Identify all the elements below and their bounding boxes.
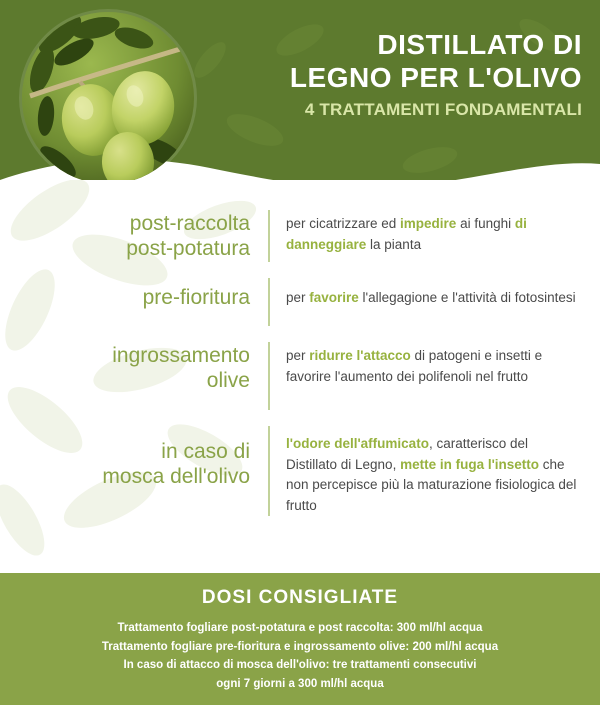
treatment-row-3 bbox=[0, 342, 600, 410]
desc-1-part-1: per cicatrizzare ed bbox=[286, 216, 401, 231]
footer-line-2: Trattamento fogliare pre-fioritura e ingrossamento olive: 200 ml/hl acqua bbox=[101, 640, 499, 653]
desc-1-part-3: la pianta bbox=[366, 236, 422, 252]
footer-line-3: In caso di attacco di mosca dell'olivo: tre trattamenti consecutivi bbox=[123, 659, 477, 672]
treatment-label-3 bbox=[0, 342, 268, 394]
title-line-1: DISTILLATO DI bbox=[377, 29, 582, 60]
desc-2-part-1: per bbox=[286, 290, 310, 305]
subtitle: 4 TRATTAMENTI FONDAMENTALI bbox=[304, 100, 582, 120]
treatments-list bbox=[0, 210, 600, 532]
treatment-desc-4 bbox=[268, 426, 580, 516]
treatment-desc-1 bbox=[268, 210, 580, 262]
treatment-label-3-line-2: olive bbox=[206, 368, 250, 392]
desc-1-highlight-1: impedire bbox=[400, 216, 457, 231]
desc-4-part-2: , caratterisco del Distillato di Legno, bbox=[286, 436, 528, 472]
treatment-label-1-line-1: post-raccolta bbox=[129, 212, 250, 235]
treatment-label-4-line-2: mosca dell'olivo bbox=[102, 464, 250, 488]
footer-line-1: Trattamento fogliare post-potatura e post raccolta: 300 ml/hl acqua bbox=[117, 622, 483, 634]
treatment-label-3-line-1: ingrossamento bbox=[112, 344, 250, 367]
footer-line-4: ogni 7 giorni a 300 ml/hl acqua bbox=[216, 677, 384, 690]
desc-3-part-1: per bbox=[286, 348, 310, 363]
treatment-row-2 bbox=[0, 278, 600, 326]
treatment-label-1-line-2: post-potatura bbox=[126, 236, 250, 260]
header-banner bbox=[0, 0, 600, 196]
desc-4-part-3: che non percepisce più la maturazione fisiologica del frutto bbox=[286, 456, 577, 513]
treatment-row-1 bbox=[0, 210, 600, 262]
desc-2-part-2: l'allegagione e l'attività di fotosintesi bbox=[358, 290, 576, 305]
treatment-label-4 bbox=[0, 426, 268, 490]
desc-1-part-2: ai funghi bbox=[456, 216, 515, 231]
footer-doses bbox=[0, 573, 600, 705]
footer-title: DOSI CONSIGLIATE bbox=[201, 587, 399, 608]
treatment-label-4-line-1: in caso di bbox=[161, 440, 250, 463]
header-text-block bbox=[290, 28, 582, 120]
treatments-section bbox=[0, 180, 600, 580]
title-line-2: LEGNO PER L'OLIVO bbox=[289, 62, 582, 94]
desc-4-highlight-1: l'odore dell'affumicato bbox=[286, 436, 429, 451]
desc-2-highlight-1: favorire bbox=[309, 290, 359, 305]
desc-3-highlight-1: ridurre l'attacco bbox=[309, 348, 411, 363]
treatment-label-2 bbox=[0, 278, 268, 311]
treatment-label-1 bbox=[0, 210, 268, 262]
treatment-desc-2 bbox=[268, 278, 580, 326]
desc-4-highlight-2: mette in fuga l'insetto bbox=[400, 456, 540, 472]
treatment-desc-3 bbox=[268, 342, 580, 410]
treatment-row-4 bbox=[0, 426, 600, 516]
olive-photo bbox=[22, 12, 194, 184]
treatment-label-2-line-1: pre-fioritura bbox=[142, 286, 250, 309]
desc-3-part-2: di patogeni e insetti e favorire l'aumento dei polifenoli nel frutto bbox=[286, 348, 543, 384]
desc-1-highlight-2: di danneggiare bbox=[286, 216, 527, 252]
